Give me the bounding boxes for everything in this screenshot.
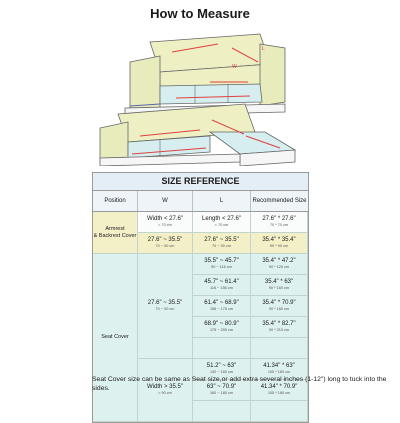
table-title: SIZE REFERENCE (93, 173, 308, 191)
l-cell: 63" ~ 70.9" 160 ~ 180 cm (193, 380, 251, 401)
recommended-cell: 35.4" * 82.7" 90 * 210 cm (251, 317, 308, 338)
recommended-cell: 27.6" * 27.6" 70 * 70 cm (251, 212, 308, 233)
w-cell: 27.6" ~ 35.5" 70 ~ 90 cm (138, 254, 193, 359)
l-cell: 68.9" ~ 80.9" 175 ~ 205 cm (193, 317, 251, 338)
header-l: L (193, 191, 251, 211)
l-cell: 45.7" ~ 61.4" 116 ~ 156 cm (193, 275, 251, 296)
recommended-cell: 35.4" * 47.2" 90 * 120 cm (251, 254, 308, 275)
sofa-measurement-diagram (0, 24, 400, 166)
recommended-cell: 35.4" * 70.9" 90 * 180 cm (251, 296, 308, 317)
footnote: Seat Cover size can be same as Seat size,or add extra several inches (1-12") long to tuck into the sides. (92, 376, 387, 392)
header-recommended: Recommended Size (252, 198, 307, 204)
recommended-cell: 41.34" * 70.9" 105 * 180 cm (251, 380, 308, 401)
w-cell: 27.6" ~ 35.5" 70 ~ 90 cm (138, 233, 193, 254)
l-cell: 61.4" ~ 68.9" 156 ~ 175 cm (193, 296, 251, 317)
w-label: W (232, 64, 237, 70)
table-header (93, 191, 308, 212)
header-position: Position (93, 191, 138, 211)
l-cell: 27.6" ~ 35.5" 70 ~ 90 cm (193, 233, 251, 254)
l-cell-empty (193, 401, 251, 422)
recommended-cell: 35.4" * 35.4" 90 * 90 cm (251, 233, 308, 254)
l-cell: 35.5" ~ 45.7" 90 ~ 116 cm (193, 254, 251, 275)
recommended-cell: 41.34" * 63" 105 * 160 cm (251, 359, 308, 380)
sectional-sofa (100, 104, 295, 166)
position-seat-cover: Seat Cover (93, 254, 138, 422)
recommended-cell-empty (251, 338, 308, 359)
l-cell: 51.2" ~ 63" 130 ~ 160 cm (193, 359, 251, 380)
w-cell: Width < 27.6" < 70 cm (138, 212, 193, 233)
page-title: How to Measure (150, 6, 250, 21)
l-cell-empty (193, 338, 251, 359)
w-cell: Width > 35.5" > 90 cm (138, 359, 193, 422)
recommended-cell: 35.4" * 63" 90 * 160 cm (251, 275, 308, 296)
l-label: L (262, 46, 265, 52)
position-armrest-backrest: Armrest & Backrest Cover (93, 212, 138, 254)
recommended-cell-empty (251, 401, 308, 422)
l-cell: Length < 27.6" < 70 cm (193, 212, 251, 233)
header-w: W (138, 191, 193, 211)
